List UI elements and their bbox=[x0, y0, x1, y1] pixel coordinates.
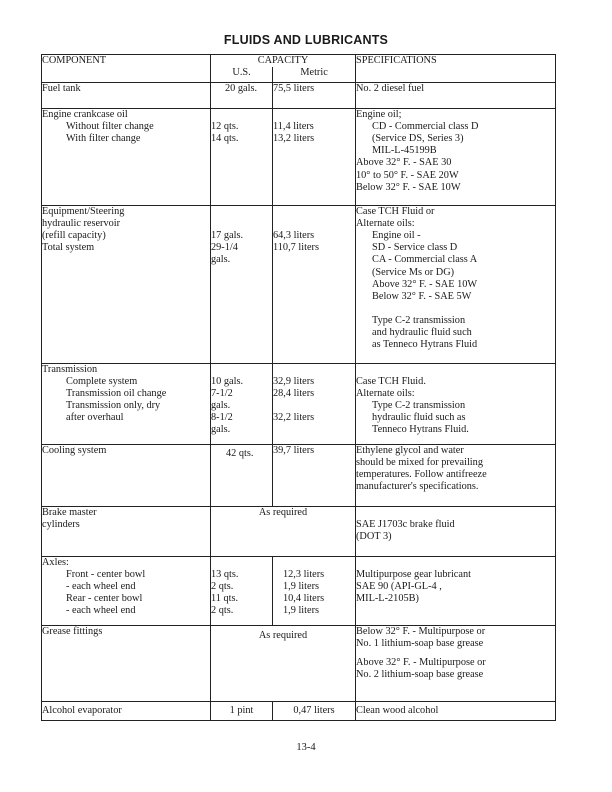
component-subitem: Front - center bowl bbox=[66, 569, 146, 581]
us-value: 14 qts. bbox=[211, 133, 239, 145]
metric-capacity-cell bbox=[273, 364, 356, 445]
spec-line: No. 2 lithium-soap base grease bbox=[356, 669, 484, 681]
spec-line: Above 32° F. - Multipurpose or bbox=[356, 657, 486, 669]
metric-value: 13,2 liters bbox=[273, 133, 315, 145]
spec-line: SAE 90 (API-GL-4 , bbox=[356, 581, 442, 593]
specification-cell bbox=[356, 206, 556, 364]
spec-line: Engine oil - bbox=[372, 230, 421, 242]
us-value: gals. bbox=[211, 254, 231, 266]
component-cell bbox=[42, 702, 211, 721]
spec-line: manufacturer's specifications. bbox=[356, 481, 479, 493]
spec-line: MIL-L-2105B) bbox=[356, 593, 419, 605]
header-specifications: SPECIFICATIONS bbox=[356, 55, 556, 83]
us-value: 12 qts. bbox=[211, 121, 239, 133]
specification-cell bbox=[356, 626, 556, 702]
spec-line: SAE J1703c brake fluid bbox=[356, 519, 455, 531]
specification-cell bbox=[356, 364, 556, 445]
component-cell bbox=[42, 445, 211, 507]
specification-cell bbox=[356, 507, 556, 557]
table-row-axles bbox=[42, 557, 556, 626]
us-capacity-cell bbox=[211, 702, 273, 721]
component-name: Equipment/Steering bbox=[42, 206, 125, 218]
metric-capacity-cell bbox=[273, 83, 356, 109]
spec-line: CD - Commercial class D bbox=[372, 121, 479, 133]
table-row-brake-master-cylinders bbox=[42, 507, 556, 557]
spec-line: MIL-L-45199B bbox=[372, 145, 437, 157]
metric-value: 11,4 liters bbox=[273, 121, 314, 133]
table-row-engine-crankcase-oil bbox=[42, 109, 556, 206]
component-name: cylinders bbox=[42, 519, 80, 531]
spec-line: Alternate oils: bbox=[356, 218, 415, 230]
spec-line: temperatures. Follow antifreeze bbox=[356, 469, 487, 481]
table-header-row bbox=[42, 55, 556, 83]
fluids-lubricants-table bbox=[41, 54, 556, 721]
table-row-transmission bbox=[42, 364, 556, 445]
metric-capacity-cell bbox=[273, 445, 356, 507]
component-subitem: Transmission only, dry bbox=[66, 400, 161, 412]
header-component: COMPONENT bbox=[42, 55, 211, 83]
us-capacity-cell bbox=[211, 83, 273, 109]
metric-value: 110,7 liters bbox=[273, 242, 319, 254]
page-title: FLUIDS AND LUBRICANTS bbox=[223, 33, 389, 47]
component-cell bbox=[42, 109, 211, 206]
us-capacity-cell bbox=[211, 364, 273, 445]
table-row-alcohol-evaporator bbox=[42, 702, 556, 721]
us-value: gals. bbox=[211, 400, 231, 412]
component-subitem: Rear - center bowl bbox=[66, 593, 143, 605]
metric-value: 39,7 liters bbox=[273, 445, 315, 457]
component-subitem: - each wheel end bbox=[66, 605, 136, 617]
metric-value: 64,3 liters bbox=[273, 230, 315, 242]
spec-line: Multipurpose gear lubricant bbox=[356, 569, 471, 581]
component-name: Cooling system bbox=[42, 445, 107, 457]
spec-line: Case TCH Fluid or bbox=[356, 206, 435, 218]
spec-line: Case TCH Fluid. bbox=[356, 376, 426, 388]
us-capacity-cell bbox=[211, 445, 273, 507]
us-value: 13 qts. bbox=[211, 569, 239, 581]
table-row-grease-fittings bbox=[42, 626, 556, 702]
spec-line: Above 32° F. - SAE 10W bbox=[372, 278, 478, 290]
component-name: Axles: bbox=[42, 557, 69, 569]
us-capacity-cell bbox=[211, 109, 273, 206]
us-value: 10 gals. bbox=[211, 376, 244, 388]
us-value: 29-1/4 bbox=[211, 242, 238, 254]
metric-value: 75,5 liters bbox=[273, 83, 315, 95]
specification-cell bbox=[356, 557, 556, 626]
metric-value: 1,9 liters bbox=[283, 581, 320, 593]
capacity-span-cell bbox=[211, 507, 356, 557]
us-value: 7-1/2 bbox=[211, 388, 233, 400]
header-us: U.S. bbox=[211, 67, 273, 82]
spec-line: Alternate oils: bbox=[356, 388, 415, 400]
metric-value: 32,9 liters bbox=[273, 376, 315, 388]
specification-cell bbox=[356, 83, 556, 109]
capacity-as-required: As required bbox=[258, 630, 308, 642]
spec-line: Type C-2 transmission bbox=[372, 314, 466, 326]
metric-value: 28,4 liters bbox=[273, 388, 315, 400]
spec-line: No. 1 lithium-soap base grease bbox=[356, 638, 484, 650]
metric-capacity-cell bbox=[273, 109, 356, 206]
component-subitem: - each wheel end bbox=[66, 581, 136, 593]
spec-line: Engine oil; bbox=[356, 109, 402, 121]
us-value: 1 pint bbox=[229, 705, 254, 717]
spec-line: (Service Ms or DG) bbox=[372, 266, 455, 278]
component-name: Alcohol evaporator bbox=[42, 705, 122, 717]
component-cell bbox=[42, 557, 211, 626]
spec-line: No. 2 diesel fuel bbox=[356, 83, 425, 95]
spec-line: (DOT 3) bbox=[356, 531, 392, 543]
spec-line: Below 32° F. - Multipurpose or bbox=[356, 626, 486, 638]
component-subitem: Total system bbox=[42, 242, 95, 254]
component-subitem: after overhaul bbox=[66, 412, 124, 424]
us-capacity-cell bbox=[211, 206, 273, 364]
us-value: 2 qts. bbox=[211, 605, 234, 617]
component-subitem: Transmission oil change bbox=[66, 388, 167, 400]
component-cell bbox=[42, 626, 211, 702]
component-subitem: (refill capacity) bbox=[42, 230, 106, 242]
table-row-fuel-tank bbox=[42, 83, 556, 109]
header-metric: Metric bbox=[300, 67, 328, 79]
us-value: 11 qts. bbox=[211, 593, 239, 605]
capacity-as-required: As required bbox=[258, 507, 308, 519]
spec-line: as Tenneco Hytrans Fluid bbox=[372, 339, 478, 351]
metric-capacity-cell bbox=[273, 702, 356, 721]
component-name: Engine crankcase oil bbox=[42, 109, 128, 121]
us-value: gals. bbox=[211, 424, 231, 436]
component-subitem: Without filter change bbox=[66, 121, 154, 133]
us-value: 42 qts. bbox=[226, 448, 254, 460]
metric-value: 0,47 liters bbox=[293, 705, 335, 717]
spec-line: Ethylene glycol and water bbox=[356, 445, 464, 457]
component-cell bbox=[42, 364, 211, 445]
component-name: Transmission bbox=[42, 364, 98, 376]
table-row-hydraulic-reservoir bbox=[42, 206, 556, 364]
spec-line: Below 32° F. - SAE 5W bbox=[372, 290, 472, 302]
spec-line: and hydraulic fluid such bbox=[372, 326, 472, 338]
component-name: Fuel tank bbox=[42, 83, 81, 95]
table-row-cooling-system bbox=[42, 445, 556, 507]
us-value: 8-1/2 bbox=[211, 412, 233, 424]
spec-line: hydraulic fluid such as bbox=[372, 412, 466, 424]
metric-value: 12,3 liters bbox=[283, 569, 325, 581]
component-name: Grease fittings bbox=[42, 626, 103, 638]
component-subitem: Complete system bbox=[66, 376, 138, 388]
us-capacity-cell bbox=[211, 557, 273, 626]
spec-line: Tenneco Hytrans Fluid. bbox=[372, 424, 469, 436]
metric-value: 10,4 liters bbox=[283, 593, 325, 605]
spec-line: SD - Service class D bbox=[372, 242, 458, 254]
metric-value: 32,2 liters bbox=[273, 412, 315, 424]
metric-capacity-cell bbox=[273, 206, 356, 364]
specification-cell bbox=[356, 445, 556, 507]
metric-value: 1,9 liters bbox=[283, 605, 320, 617]
metric-capacity-cell bbox=[273, 557, 356, 626]
component-cell bbox=[42, 206, 211, 364]
page-number: 13-4 bbox=[296, 742, 316, 753]
spec-line: Clean wood alcohol bbox=[356, 705, 439, 717]
specification-cell bbox=[356, 109, 556, 206]
us-value: 2 qts. bbox=[211, 581, 234, 593]
header-capacity bbox=[211, 55, 356, 83]
capacity-span-cell bbox=[211, 626, 356, 702]
spec-line: Below 32° F. - SAE 10W bbox=[356, 181, 461, 193]
component-name: hydraulic reservoir bbox=[42, 218, 121, 230]
component-cell bbox=[42, 83, 211, 109]
specification-cell bbox=[356, 702, 556, 721]
component-cell bbox=[42, 507, 211, 557]
spec-line: (Service DS, Series 3) bbox=[372, 133, 464, 145]
us-value: 20 gals. bbox=[225, 83, 258, 95]
spec-line: CA - Commercial class A bbox=[372, 254, 478, 266]
header-capacity-label: CAPACITY bbox=[257, 55, 309, 66]
spec-line: Above 32° F. - SAE 30 bbox=[356, 157, 452, 169]
spec-line: Type C-2 transmission bbox=[372, 400, 466, 412]
component-name: Brake master bbox=[42, 507, 97, 519]
component-subitem: With filter change bbox=[66, 133, 141, 145]
us-value: 17 gals. bbox=[211, 230, 244, 242]
spec-line: 10° to 50° F. - SAE 20W bbox=[356, 169, 459, 181]
spec-line: should be mixed for prevailing bbox=[356, 457, 483, 469]
